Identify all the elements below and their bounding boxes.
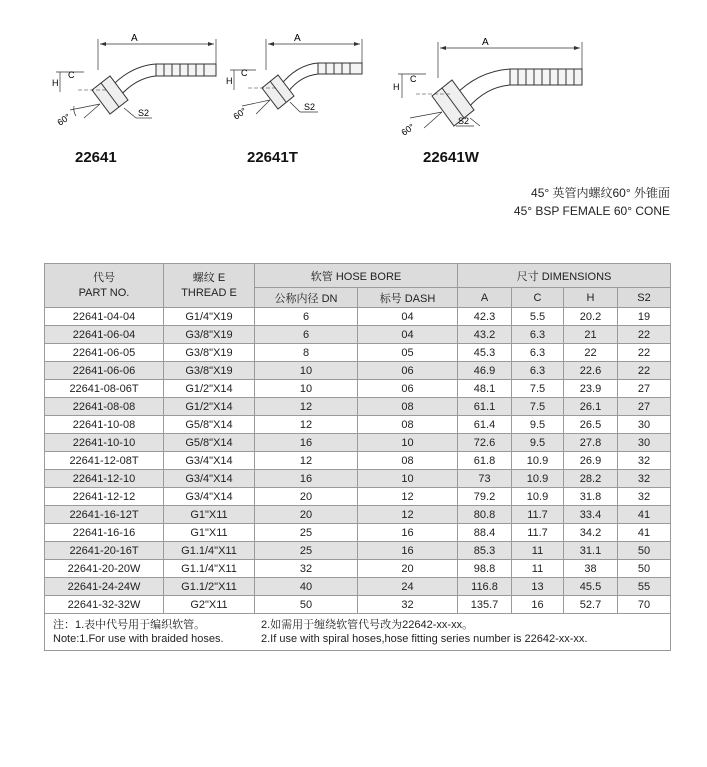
cell-dim-c: 9.5	[512, 416, 564, 434]
cell-dim-s2: 50	[618, 542, 671, 560]
cell-dim-c: 10.9	[512, 488, 564, 506]
cell-dim-s2: 32	[618, 452, 671, 470]
fitting-drawing-22641T	[226, 30, 376, 130]
cell-dim-s2: 30	[618, 416, 671, 434]
cell-dn: 40	[255, 578, 358, 596]
cell-dim-c: 9.5	[512, 434, 564, 452]
model-label-22641W: 22641W	[423, 149, 479, 166]
cell-dim-a: 72.6	[458, 434, 512, 452]
cell-thread: G1/4"X19	[164, 308, 255, 326]
model-label-22641: 22641	[75, 149, 117, 166]
header-part-no: 代号 PART NO.	[45, 264, 164, 308]
cell-dim-h: 22	[564, 344, 618, 362]
dimension-h-label: H	[226, 76, 233, 86]
cell-part-no: 22641-10-08	[45, 416, 164, 434]
table-row	[45, 344, 671, 362]
cell-dash: 06	[358, 380, 458, 398]
cell-thread: G3/4"X14	[164, 488, 255, 506]
cell-dim-c: 7.5	[512, 380, 564, 398]
table-row	[45, 578, 671, 596]
fitting-drawing-22641	[48, 30, 228, 135]
cell-dim-h: 31.8	[564, 488, 618, 506]
table-row	[45, 488, 671, 506]
cell-dim-c: 7.5	[512, 398, 564, 416]
cell-dash: 08	[358, 398, 458, 416]
cell-dim-a: 61.4	[458, 416, 512, 434]
cell-thread: G2"X11	[164, 596, 255, 614]
cell-part-no: 22641-12-12	[45, 488, 164, 506]
header-thread: 螺纹 E THREAD E	[164, 264, 255, 308]
cell-dash: 32	[358, 596, 458, 614]
cell-part-no: 22641-12-08T	[45, 452, 164, 470]
cell-dash: 06	[358, 362, 458, 380]
cell-thread: G5/8"X14	[164, 434, 255, 452]
cell-dim-s2: 27	[618, 380, 671, 398]
cell-dim-c: 10.9	[512, 452, 564, 470]
cell-dim-h: 26.5	[564, 416, 618, 434]
cell-dash: 04	[358, 308, 458, 326]
note-cn-1: 注：1.表中代号用于编织软管。	[53, 619, 206, 631]
cell-dim-a: 42.3	[458, 308, 512, 326]
cell-dim-c: 6.3	[512, 344, 564, 362]
dimension-c-label: C	[241, 68, 248, 78]
cell-dash: 08	[358, 416, 458, 434]
cell-part-no: 22641-06-04	[45, 326, 164, 344]
cell-dim-a: 116.8	[458, 578, 512, 596]
header-hose-bore: 软管 HOSE BORE	[255, 264, 458, 288]
dimension-s2-label: S2	[138, 108, 150, 118]
cell-dim-h: 20.2	[564, 308, 618, 326]
cell-dim-s2: 27	[618, 398, 671, 416]
table-row	[45, 506, 671, 524]
table-row	[45, 362, 671, 380]
cell-dim-h: 45.5	[564, 578, 618, 596]
cone-angle-label: 60°	[55, 111, 73, 128]
cell-part-no: 22641-20-20W	[45, 560, 164, 578]
cell-dn: 12	[255, 452, 358, 470]
cell-dim-s2: 41	[618, 506, 671, 524]
header-dash: 标号 DASH	[358, 288, 458, 308]
cell-thread: G1"X11	[164, 524, 255, 542]
table-row	[45, 398, 671, 416]
note-cn-2: 2.如需用于缠绕软管代号改为22642-xx-xx。	[261, 619, 474, 631]
cell-thread: G3/8"X19	[164, 362, 255, 380]
note-en-2: 2.If use with spiral hoses,hose fitting series number is 22642-xx-xx.	[261, 633, 588, 645]
cell-thread: G1.1/2"X11	[164, 578, 255, 596]
cell-dash: 05	[358, 344, 458, 362]
cell-dim-c: 16	[512, 596, 564, 614]
cone-angle-label: 60°	[399, 121, 417, 138]
cell-dim-h: 28.2	[564, 470, 618, 488]
cell-thread: G3/8"X19	[164, 344, 255, 362]
cell-dn: 32	[255, 560, 358, 578]
cell-dim-h: 23.9	[564, 380, 618, 398]
dimension-a-label: A	[482, 37, 489, 48]
cell-dash: 08	[358, 452, 458, 470]
header-dimensions: 尺寸 DIMENSIONS	[458, 264, 671, 288]
table-notes	[45, 614, 671, 651]
dimension-c-label: C	[68, 70, 75, 80]
dimension-h-label: H	[393, 82, 400, 92]
table-row	[45, 452, 671, 470]
cell-dim-s2: 22	[618, 326, 671, 344]
table-row	[45, 326, 671, 344]
table-row	[45, 308, 671, 326]
cell-dash: 20	[358, 560, 458, 578]
cell-thread: G1.1/4"X11	[164, 542, 255, 560]
note-en-1: Note:1.For use with braided hoses.	[53, 633, 224, 645]
header-dn: 公称内径 DN	[255, 288, 358, 308]
cell-thread: G5/8"X14	[164, 416, 255, 434]
dimension-h-label: H	[52, 78, 59, 88]
cell-dn: 25	[255, 524, 358, 542]
header-s2: S2	[618, 288, 671, 308]
cell-dim-a: 80.8	[458, 506, 512, 524]
dimension-c-label: C	[410, 74, 417, 84]
cell-part-no: 22641-04-04	[45, 308, 164, 326]
dimension-a-label: A	[131, 33, 138, 44]
cell-dn: 16	[255, 434, 358, 452]
dimension-a-label: A	[294, 33, 301, 44]
model-label-22641T: 22641T	[247, 149, 298, 166]
cell-dn: 12	[255, 398, 358, 416]
cell-dim-a: 85.3	[458, 542, 512, 560]
cell-dim-h: 52.7	[564, 596, 618, 614]
cell-dim-a: 48.1	[458, 380, 512, 398]
cell-dim-s2: 19	[618, 308, 671, 326]
cone-angle-label: 60°	[231, 105, 249, 122]
cell-dim-a: 43.2	[458, 326, 512, 344]
cell-dim-c: 10.9	[512, 470, 564, 488]
cell-dim-c: 11.7	[512, 524, 564, 542]
cell-dash: 10	[358, 434, 458, 452]
cell-dash: 10	[358, 470, 458, 488]
cell-part-no: 22641-24-24W	[45, 578, 164, 596]
cell-dash: 12	[358, 488, 458, 506]
cell-thread: G3/8"X19	[164, 326, 255, 344]
cell-dim-a: 135.7	[458, 596, 512, 614]
cell-dim-c: 6.3	[512, 326, 564, 344]
cell-dim-c: 13	[512, 578, 564, 596]
cell-dn: 10	[255, 380, 358, 398]
cell-part-no: 22641-06-06	[45, 362, 164, 380]
table-row	[45, 416, 671, 434]
cell-thread: G1/2"X14	[164, 398, 255, 416]
cell-dn: 50	[255, 596, 358, 614]
cell-dash: 16	[358, 542, 458, 560]
cell-thread: G1/2"X14	[164, 380, 255, 398]
cell-part-no: 22641-16-12T	[45, 506, 164, 524]
cell-part-no: 22641-06-05	[45, 344, 164, 362]
cell-part-no: 22641-16-16	[45, 524, 164, 542]
cell-dim-h: 21	[564, 326, 618, 344]
cell-dn: 16	[255, 470, 358, 488]
table-row	[45, 542, 671, 560]
cell-dim-s2: 22	[618, 362, 671, 380]
dimension-s2-label: S2	[458, 116, 470, 126]
cell-dim-s2: 70	[618, 596, 671, 614]
table-row	[45, 524, 671, 542]
cell-dim-c: 6.3	[512, 362, 564, 380]
cell-dim-a: 73	[458, 470, 512, 488]
cell-dim-h: 27.8	[564, 434, 618, 452]
cell-dn: 6	[255, 326, 358, 344]
specification-table	[44, 263, 671, 651]
cell-dn: 10	[255, 362, 358, 380]
cell-part-no: 22641-12-10	[45, 470, 164, 488]
cell-dim-h: 22.6	[564, 362, 618, 380]
cell-dim-h: 26.9	[564, 452, 618, 470]
cell-dim-a: 46.9	[458, 362, 512, 380]
cell-dim-c: 11	[512, 542, 564, 560]
cell-thread: G1.1/4"X11	[164, 560, 255, 578]
cell-dash: 16	[358, 524, 458, 542]
header-c: C	[512, 288, 564, 308]
cell-dash: 24	[358, 578, 458, 596]
cell-dn: 25	[255, 542, 358, 560]
cell-dim-s2: 55	[618, 578, 671, 596]
fitting-drawing-22641W	[392, 36, 602, 141]
cell-part-no: 22641-08-08	[45, 398, 164, 416]
cell-dash: 04	[358, 326, 458, 344]
table-row	[45, 560, 671, 578]
cell-part-no: 22641-20-16T	[45, 542, 164, 560]
table-row	[45, 596, 671, 614]
cell-thread: G3/4"X14	[164, 452, 255, 470]
cell-dim-h: 26.1	[564, 398, 618, 416]
dimension-s2-label: S2	[304, 102, 316, 112]
cell-dim-h: 34.2	[564, 524, 618, 542]
cell-dn: 8	[255, 344, 358, 362]
cell-part-no: 22641-10-10	[45, 434, 164, 452]
cell-dim-s2: 32	[618, 470, 671, 488]
header-h: H	[564, 288, 618, 308]
cell-dim-c: 11	[512, 560, 564, 578]
cell-dim-c: 5.5	[512, 308, 564, 326]
cell-dim-h: 31.1	[564, 542, 618, 560]
cell-dn: 20	[255, 506, 358, 524]
cell-part-no: 22641-32-32W	[45, 596, 164, 614]
cell-dim-s2: 50	[618, 560, 671, 578]
header-a: A	[458, 288, 512, 308]
cell-dim-a: 45.3	[458, 344, 512, 362]
subtitle-chinese: 45° 英管内螺纹60° 外锥面	[531, 186, 670, 200]
cell-dim-a: 98.8	[458, 560, 512, 578]
subtitle-english: 45° BSP FEMALE 60° CONE	[513, 204, 670, 218]
table-row	[45, 434, 671, 452]
cell-dim-s2: 22	[618, 344, 671, 362]
cell-dim-h: 33.4	[564, 506, 618, 524]
cell-dn: 12	[255, 416, 358, 434]
cell-dim-s2: 32	[618, 488, 671, 506]
cell-dim-a: 88.4	[458, 524, 512, 542]
cell-dim-c: 11.7	[512, 506, 564, 524]
cell-part-no: 22641-08-06T	[45, 380, 164, 398]
table-row	[45, 470, 671, 488]
cell-dim-s2: 41	[618, 524, 671, 542]
cell-dim-a: 61.1	[458, 398, 512, 416]
cell-dn: 6	[255, 308, 358, 326]
cell-dim-s2: 30	[618, 434, 671, 452]
cell-dim-h: 38	[564, 560, 618, 578]
table-row	[45, 380, 671, 398]
cell-dash: 12	[358, 506, 458, 524]
cell-dn: 20	[255, 488, 358, 506]
cell-dim-a: 61.8	[458, 452, 512, 470]
cell-thread: G3/4"X14	[164, 470, 255, 488]
cell-thread: G1"X11	[164, 506, 255, 524]
cell-dim-a: 79.2	[458, 488, 512, 506]
